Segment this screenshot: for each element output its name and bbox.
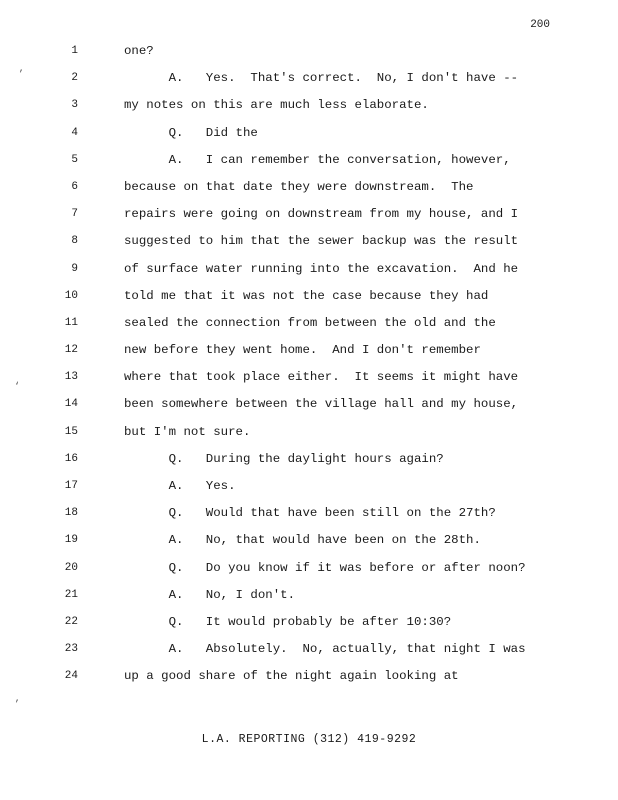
- transcript-line: [0, 473, 618, 500]
- scan-speck: ‘: [14, 382, 21, 393]
- line-text: Q. Would that have been still on the 27th?: [124, 506, 496, 521]
- line-number: 8: [71, 235, 78, 248]
- line-number: 17: [64, 480, 78, 492]
- line-text: suggested to him that the sewer backup was the result: [124, 234, 519, 249]
- line-text: Q. Do you know if it was before or after noon?: [124, 560, 526, 575]
- line-text: A. Yes. That's correct. No, I don't have --: [124, 71, 519, 86]
- line-text: new before they went home. And I don't remember: [124, 343, 481, 358]
- transcript-line: [0, 555, 618, 582]
- transcript-line: [0, 65, 618, 92]
- line-number: 5: [71, 153, 78, 166]
- line-text: been somewhere between the village hall and my house,: [124, 397, 519, 412]
- line-number: 21: [64, 588, 78, 601]
- line-text: repairs were going on downstream from my house, and I: [124, 207, 519, 222]
- line-number: 6: [71, 180, 78, 193]
- line-number: 13: [64, 371, 78, 384]
- line-number: 19: [64, 534, 78, 547]
- transcript-line: [0, 446, 618, 473]
- transcript-line: [0, 174, 618, 201]
- line-number: 9: [71, 262, 78, 275]
- line-text: sealed the connection from between the old and the: [124, 315, 496, 330]
- transcript-line: [0, 337, 618, 364]
- transcript-line: [0, 419, 618, 446]
- transcript-line: [0, 228, 618, 255]
- line-number: 10: [64, 289, 78, 302]
- line-text: up a good share of the night again looking at: [124, 669, 459, 684]
- line-text: A. No, I don't.: [124, 587, 296, 602]
- line-number: 18: [64, 507, 78, 520]
- transcript-line: [0, 500, 618, 527]
- line-number: 22: [64, 615, 78, 628]
- line-text: of surface water running into the excavation. And he: [124, 261, 519, 276]
- line-text: A. Absolutely. No, actually, that night I was: [124, 642, 526, 657]
- transcript-line: [0, 582, 618, 609]
- reporter-footer: L.A. REPORTING (312) 419-9292: [201, 733, 417, 746]
- transcript-line: [0, 310, 618, 337]
- line-text: Q. During the daylight hours again?: [124, 451, 444, 466]
- transcript-body: [0, 38, 618, 691]
- line-text: Q. It would probably be after 10:30?: [124, 614, 452, 629]
- line-number: 11: [64, 316, 78, 329]
- line-text: told me that it was not the case because they had: [124, 288, 489, 303]
- line-text: my notes on this are much less elaborate.: [124, 98, 429, 113]
- transcript-line: [0, 92, 618, 119]
- line-text: one?: [124, 44, 154, 58]
- transcript-line: [0, 663, 618, 690]
- line-number: 3: [71, 99, 78, 112]
- line-text: where that took place either. It seems it might have: [124, 370, 519, 385]
- transcript-line: [0, 256, 618, 283]
- transcript-line: [0, 38, 618, 65]
- scan-speck: ’: [18, 70, 25, 81]
- line-number: 4: [71, 126, 78, 139]
- line-number: 24: [64, 670, 78, 683]
- line-text: A. I can remember the conversation, however,: [124, 152, 511, 167]
- line-number: 12: [64, 344, 78, 357]
- line-text: because on that date they were downstream. The: [124, 179, 474, 194]
- transcript-line: [0, 201, 618, 228]
- transcript-line: [0, 147, 618, 174]
- transcript-line: [0, 120, 618, 147]
- line-number: 1: [71, 45, 78, 57]
- line-text: Q. Did the: [124, 125, 258, 140]
- line-number: 14: [64, 398, 78, 411]
- transcript-line: [0, 609, 618, 636]
- line-number: 16: [64, 452, 78, 465]
- line-number: 15: [64, 425, 78, 438]
- transcript-line: [0, 527, 618, 554]
- line-number: 20: [64, 561, 78, 574]
- transcript-line: [0, 391, 618, 418]
- line-number: 7: [71, 208, 78, 221]
- scan-speck: ’: [14, 700, 21, 711]
- line-number: 23: [64, 643, 78, 656]
- transcript-line: [0, 283, 618, 310]
- line-text: A. No, that would have been on the 28th.: [124, 533, 481, 548]
- line-text: A. Yes.: [124, 479, 236, 493]
- line-text: but I'm not sure.: [124, 424, 251, 439]
- line-number: 2: [71, 72, 78, 85]
- transcript-line: [0, 636, 618, 663]
- page-number: 200: [530, 19, 550, 31]
- transcript-line: [0, 364, 618, 391]
